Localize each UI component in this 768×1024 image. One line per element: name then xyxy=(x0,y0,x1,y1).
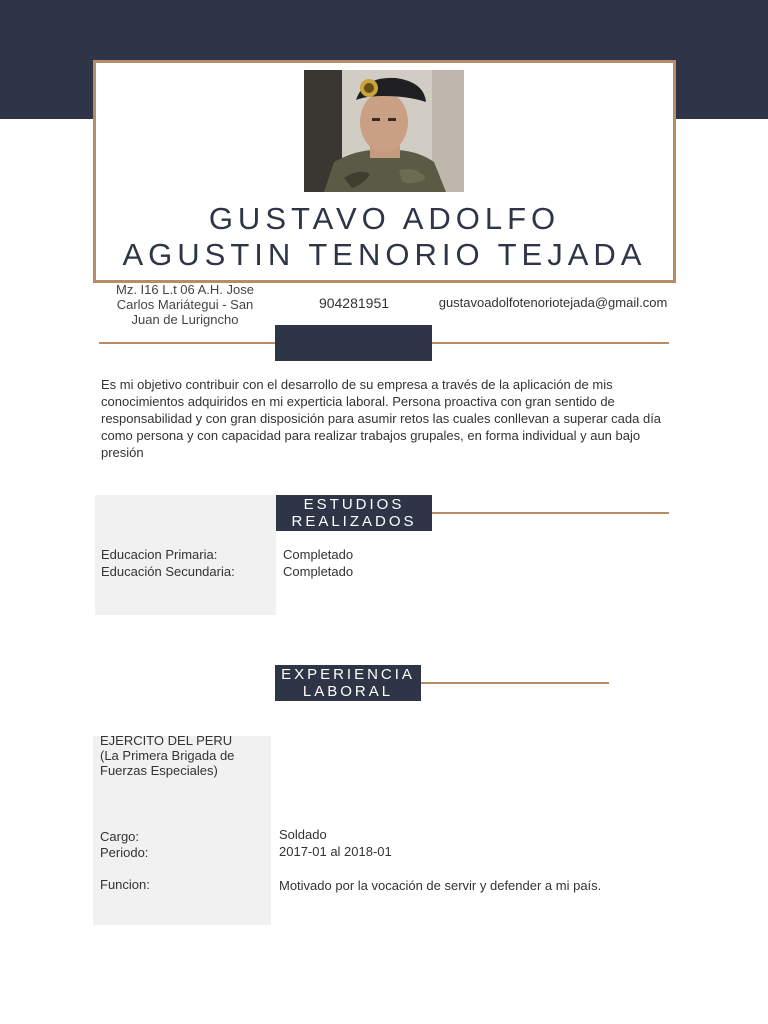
employer-line-2: (La Primera Brigada de xyxy=(100,748,235,763)
contact-phone: 904281951 xyxy=(318,295,390,311)
periodo-value: 2017-01 al 2018-01 xyxy=(279,844,392,859)
summary-heading-tag xyxy=(275,325,432,361)
periodo-label: Periodo: xyxy=(100,845,149,860)
cargo-label: Cargo: xyxy=(100,829,140,844)
candidate-name xyxy=(96,201,673,273)
education-primary-value: Completado xyxy=(283,547,354,562)
education-heading-tag xyxy=(276,495,432,531)
experience-heading-tag xyxy=(275,665,421,701)
name-line-1: GUSTAVO ADOLFO xyxy=(208,201,561,236)
summary-text: Es mi objetivo contribuir con el desarrollo de su empresa a través de la aplicación de mis conocimientos adquiridos en mi experticia laboral. Persona proactiva con gran sentido de responsabilidad y con gran disposición para asumir retos las cuales conllevan a superar cada día como persona y con capacidad para realizar trabajos grupales, en forma individual y aun bajo presión xyxy=(101,377,662,460)
profile-photo xyxy=(304,70,464,192)
cargo-value: Soldado xyxy=(279,827,327,842)
experience-heading-line-1: EXPERIENCIA xyxy=(281,666,415,683)
name-card xyxy=(93,60,676,283)
experience-employer xyxy=(100,733,234,778)
funcion-label: Funcion: xyxy=(100,877,150,892)
name-line-2: AGUSTIN TENORIO TEJADA xyxy=(122,237,647,272)
employer-line-3: Fuerzas Especiales) xyxy=(100,763,218,778)
education-secondary-label: Educación Secundaria: xyxy=(101,564,235,579)
education-secondary-value: Completado xyxy=(283,564,354,579)
employer-line-1: EJERCITO DEL PERU xyxy=(100,733,233,748)
funcion-value: Motivado por la vocación de servir y defender a mi país. xyxy=(279,878,602,893)
experience-heading-line-2: LABORAL xyxy=(302,683,394,700)
contact-email: gustavoadolfotenoriotejada@gmail.com xyxy=(438,295,668,310)
education-heading-line-2: REALIZADOS xyxy=(291,513,417,530)
contact-address: Mz. I16 L.t 06 A.H. Jose Carlos Mariátegui - San Juan de Lurigncho xyxy=(115,282,254,327)
education-primary-label: Educacion Primaria: xyxy=(101,547,218,562)
education-heading-line-1: ESTUDIOS xyxy=(303,496,405,513)
experience-divider xyxy=(419,682,609,684)
profile-photo-image xyxy=(304,70,464,192)
education-divider xyxy=(430,512,669,514)
